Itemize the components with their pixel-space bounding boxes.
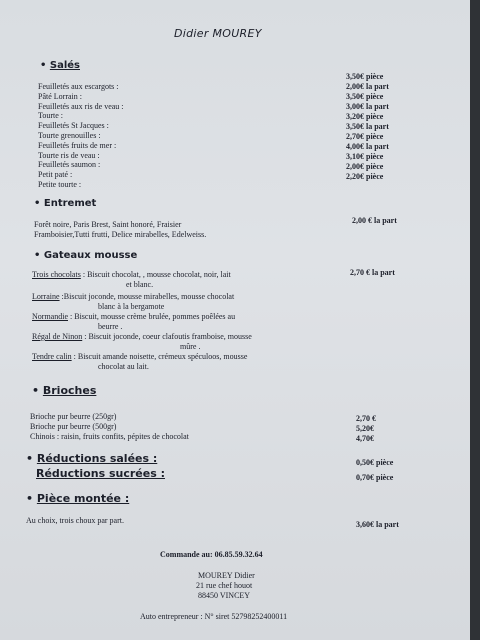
order-phone: Commande au: 06.85.59.32.64 (160, 550, 263, 559)
brioche-item-label: Brioche pur beurre (500gr) (30, 422, 117, 431)
gateau-item (32, 312, 235, 322)
siret-line: Auto entrepreneur : N° siret 52798252400011 (140, 612, 288, 621)
gateau-description-continued: blanc à la bergamote (98, 302, 165, 311)
sales-item-price: 4,00€ la part (346, 142, 389, 151)
sales-item-price: 3,00€ la part (346, 102, 389, 111)
section-brioches-heading: • Brioches (32, 384, 97, 397)
entremet-list-line-1: Forêt noire, Paris Brest, Saint honoré, Fraisier (34, 220, 182, 229)
gateau-description: Biscuit chocolat, , mousse chocolat, noir, lait (87, 270, 231, 279)
gateau-name: Normandie (32, 312, 68, 321)
brioche-item-label: Chinois : raisin, fruits confits, pépites de chocolat (30, 432, 189, 441)
reductions-sucrees-price: 0,70€ pièce (356, 473, 394, 482)
gateau-description: Biscuit joconde, mousse mirabelles, mousse chocolat (63, 292, 235, 301)
sales-item-label: Pâté Lorrain : (38, 91, 82, 101)
sales-item-label: Tourte : (38, 111, 63, 121)
address-name: MOUREY Didier (198, 571, 255, 580)
section-entremet-heading: • Entremet (34, 198, 97, 209)
sales-item-label: Feuilletés St Jacques : (38, 121, 109, 131)
section-piece-montee-heading: • Pièce montée : (26, 492, 130, 505)
gateau-description: Biscuit, mousse crème brulée, pommes poêlées au (74, 312, 236, 321)
background-edge (470, 0, 480, 640)
reductions-salees-price: 0,50€ pièce (356, 458, 394, 467)
gateau-description-continued: mûre . (180, 342, 201, 351)
reductions-salees-heading: • Réductions salées : (26, 452, 158, 465)
sales-item-label: Tourte ris de veau : (38, 150, 100, 160)
sales-item-price: 2,00€ la part (346, 82, 389, 91)
address-city: 88450 VINCEY (198, 591, 251, 600)
entremet-price: 2,00 € la part (352, 216, 397, 225)
piece-montee-price: 3,60€ la part (356, 520, 399, 529)
sales-item-label: Tourte grenouilles : (38, 131, 101, 140)
gateau-separator: : (71, 352, 78, 361)
gateau-separator: : (59, 292, 64, 301)
gateau-description-continued: chocolat au lait. (98, 362, 149, 371)
gateau-separator: : (68, 312, 75, 321)
gateau-item (32, 352, 247, 362)
reductions-sucrees-heading: Réductions sucrées : (36, 467, 165, 480)
sales-item-label: Feuilletés saumon : (38, 160, 101, 170)
sales-item-price: 3,10€ pièce (346, 152, 384, 161)
gateau-description: Biscuit amande noisette, crémeux spéculoos, mousse (77, 352, 248, 361)
brioche-item-price: 5,20€ (356, 424, 374, 433)
gateau-name: Tendre calin (32, 352, 72, 361)
gateau-name: Lorraine (32, 292, 60, 301)
sales-item-price: 3,50€ pièce (346, 92, 384, 101)
sales-item-price: 2,70€ pièce (346, 132, 384, 141)
sales-item-label: Feuilletés fruits de mer : (38, 140, 117, 150)
sales-item-label: Petit paté : (38, 170, 73, 180)
gateau-description: Biscuit joconde, coeur clafoutis framboise, mousse (88, 332, 252, 341)
gateau-description-continued: beurre . (98, 322, 123, 331)
gateau-item (32, 332, 252, 342)
piece-montee-description: Au choix, trois choux par part. (26, 516, 124, 525)
brioche-item-price: 2,70 € (356, 414, 376, 423)
brioche-item-price: 4,70€ (356, 434, 374, 443)
gateau-name: Trois chocolats (32, 270, 81, 279)
sales-item-price: 2,00€ pièce (346, 162, 384, 171)
entremet-list-line-2: Framboisier,Tutti frutti, Delice mirabelles, Edelweiss. (34, 230, 207, 239)
page-title: Didier MOUREY (174, 27, 262, 40)
sales-item-price: 3,20€ pièce (346, 112, 384, 121)
sales-item-label: Petite tourte : (38, 180, 82, 189)
section-gateaux-heading: • Gateaux mousse (34, 250, 138, 261)
gateau-separator: : (82, 332, 89, 341)
sales-item-price: 3,50€ pièce (346, 72, 384, 81)
brioche-item-label: Brioche pur beurre (250gr) (30, 412, 117, 421)
gateau-name: Régal de Ninon (32, 332, 83, 341)
gateau-description-continued: et blanc. (126, 280, 154, 289)
gateau-item (32, 270, 231, 280)
section-sales-heading: • Salés (40, 60, 80, 71)
sales-item-label: Feuilletés aux escargots : (38, 82, 119, 91)
address-street: 21 rue chef houot (196, 581, 253, 590)
sales-item-price: 2,20€ pièce (346, 172, 384, 181)
sales-item-label: Feuilletés aux ris de veau : (38, 101, 124, 111)
gateau-item (32, 292, 234, 302)
gateaux-price: 2,70 € la part (350, 268, 395, 277)
gateau-separator: : (80, 270, 88, 279)
sales-item-price: 3,50€ la part (346, 122, 389, 131)
